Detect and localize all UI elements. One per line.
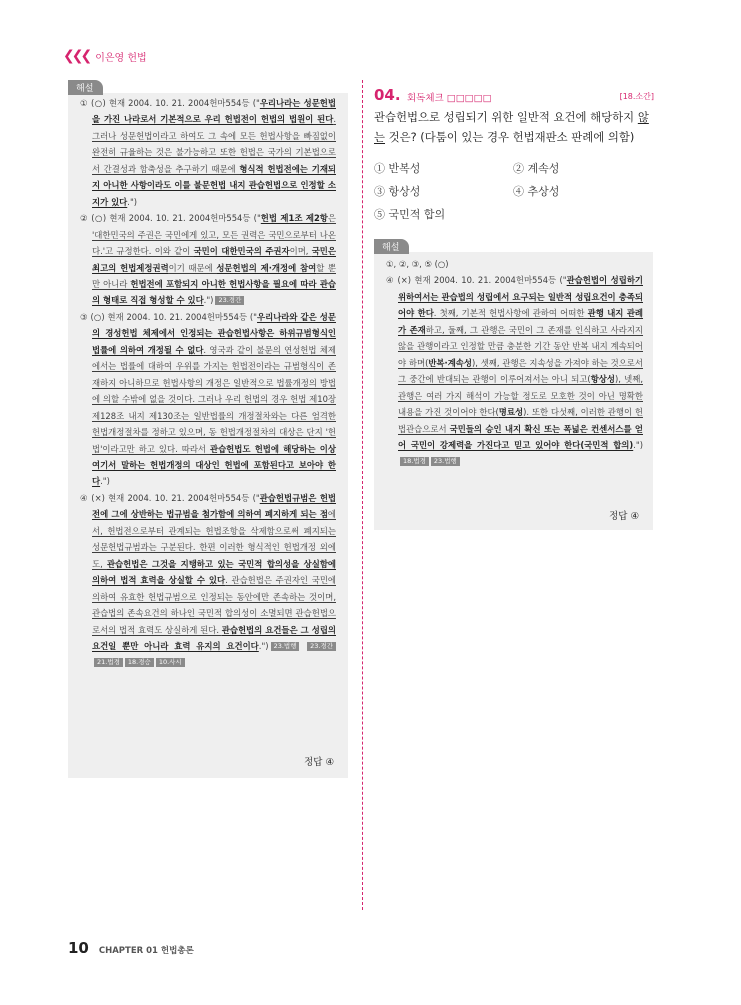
option-2: ② 계속성 xyxy=(513,162,560,175)
column-divider xyxy=(362,80,363,910)
explanation-body xyxy=(386,256,643,470)
explanation-item-1 xyxy=(80,95,336,210)
underlined-text: 이기 때문에 xyxy=(168,262,217,273)
exam-source-badge: 23.경간 xyxy=(307,642,336,651)
underlined-text: . 영국과 같이 불문의 연성헌법 체제에서는 법률에 대하여 우위를 가지는 헌법전이라는 규범형식이 존재하지 아니하므로 헌법사항의 개정은 일반적으로 법률개정의 방법에 의할 수밖에 없을 것이다. 그러나 우리 헌법의 경우 헌법 제10장 제128조 내지 제130조는 일반법률의 개정절차와는 다른 엄격한 헌법개정절차를 정하고 있으며, 동 헌법개정절차의 대상은 단지 '헌법'이라고만 하고 있다. 따라서 xyxy=(92,344,336,454)
underlined-text: 하고, 둘째, 그 관행은 국민이 그 존재를 인식하고 사라지지 않을 관행이라고 인정할 만큼 충분한 기간 동안 반복 내지 계속되어야 하며( xyxy=(398,324,644,368)
emphasis-text: 헌법 제1조 제2항 xyxy=(260,213,328,224)
text-run: .") xyxy=(100,476,110,487)
text-run: ② (○) 현재 2004. 10. 21. 2004헌마554등 (" xyxy=(80,213,261,224)
explanation-panel-left xyxy=(68,84,348,778)
question-number: 04. xyxy=(374,86,401,104)
emphasis-text: 관습헌법이 성립하기 위하여서는 관습법의 성립에서 요구되는 일반적 성립요건이 충족되어야 한다 xyxy=(398,275,643,319)
explanation-panel-right xyxy=(374,243,653,530)
review-checkboxes: 회독체크 □□□□□ xyxy=(407,93,492,104)
exam-source-badge: 21.법경 xyxy=(94,658,123,667)
exam-source-badge: 18.법경 xyxy=(400,457,429,466)
text-run: 것은? (다툼이 있는 경우 헌법재판소 판례에 의함) xyxy=(385,129,635,144)
text-run: .") xyxy=(127,196,138,207)
question-header xyxy=(374,88,654,106)
emphasis-text: 관습헌법규범은 헌법전에 그에 상반하는 법규범을 첨가함에 의하여 폐지하게 되는 점 xyxy=(92,492,336,520)
emphasis-text: 반복·계속성 xyxy=(428,357,472,368)
page-number: 10 xyxy=(68,939,89,957)
option-1: ① 반복성 xyxy=(374,162,421,175)
emphasis-text: 성문헌법의 제·개정에 참여 xyxy=(216,262,317,273)
emphasis-text: 국민이 대한민국의 주권자 xyxy=(193,246,290,257)
exam-source-badge: 23.법행 xyxy=(431,457,460,466)
text-run: .") xyxy=(633,439,643,450)
emphasis-text: 관습헌법은 그것을 지탱하고 있는 국민적 합의성을 상실함에 의하여 법적 효력을 상실할 수 있다 xyxy=(92,558,336,586)
explanation-item-2 xyxy=(80,210,336,309)
text-run: ④ (×) 현재 2004. 10. 21. 2004헌마554등 (" xyxy=(80,492,260,503)
emphasis-text: 관습헌법의 요건들은 그 성립의 요건일 뿐만 아니라 효력 유지의 요건이다 xyxy=(92,624,336,651)
emphasis-text: 명료성 xyxy=(498,407,524,418)
underlined-text: ), 셋째, 관행은 지속성을 가져야 하는 것으로서 그 중간에 반대되는 관행이 이루어져서는 아니 되고( xyxy=(398,357,643,385)
text-run: ③ (○) 현재 2004. 10. 21. 2004헌마554등 (" xyxy=(80,311,258,322)
text-run: ① (○) 현재 2004. 10. 21. 2004헌마554등 (" xyxy=(80,98,260,108)
option-3: ③ 항상성 xyxy=(374,185,421,198)
question-source: [18.소간] xyxy=(619,92,654,101)
text-run: 관습헌법으로 성립되기 위한 일반적 요건에 해당하지 xyxy=(374,110,638,124)
emphasis-text: 우리나라는 성문헌법을 가진 나라로서 기본적으로 우리 헌법전이 헌법의 법원이 된다 xyxy=(92,98,336,125)
explanation-correct-items: ①, ②, ③, ⑤ (○) xyxy=(386,259,449,269)
page-footer xyxy=(68,939,194,957)
text-run: .") xyxy=(203,295,214,306)
emphasis-text: 형식적 헌법전에는 기재되지 아니한 사항이라도 이를 불문헌법 내지 관습헌법으로 인정할 소지가 있다 xyxy=(92,163,336,207)
underlined-text: . 관습헌법은 주권자인 국민에 의하여 유효한 헌법규범으로 인정되는 동안에만 존속하는 것이며, 관습법의 존속요건의 하나인 국민적 합의성이 소멸되면 관습헌법으로서의 법적 효력도 상실하게 된다. xyxy=(92,575,336,635)
underlined-text: 이며, xyxy=(289,246,312,257)
exam-source-badge: 23.법행 xyxy=(271,642,300,651)
text-run: .") xyxy=(258,640,269,651)
underlined-text: 할 뿐만 아니라 xyxy=(92,262,336,289)
emphasis-text: 국민들의 승인 내지 확신 또는 폭넓은 컨센서스를 얻어 국민이 강제력을 가진다고 믿고 있어야 한다(국민적 합의) xyxy=(398,423,643,450)
answer-label: 정답 ④ xyxy=(609,511,639,522)
option-5: ⑤ 국민적 합의 xyxy=(374,208,446,221)
book-title: 이은영 헌법 xyxy=(95,52,147,64)
emphasis-text: 항상성 xyxy=(590,374,615,385)
emphasis-text: 관행 내지 관례가 존재 xyxy=(398,308,644,335)
explanation-item-3 xyxy=(80,309,336,490)
explanation-item-4 xyxy=(386,272,643,469)
option-4: ④ 추상성 xyxy=(513,185,560,198)
emphasis-text: 헌법전에 포함되지 아니한 헌법사항을 필요에 따라 관습의 형태로 직접 형성할 수 있다 xyxy=(92,278,336,306)
exam-source-badge: 23.경간 xyxy=(215,296,244,305)
chapter-title: CHAPTER 01 헌법총론 xyxy=(98,946,194,956)
underlined-text: ). 또한 다섯째, 이러한 관행이 헌법관습으로서 xyxy=(398,407,643,434)
explanation-item-4 xyxy=(80,490,336,671)
text-run: ④ (×) 현재 2004. 10. 21. 2004헌마554등 (" xyxy=(386,275,567,286)
underlined-text: 에서, 헌법전으로부터 관계되는 헌법조항을 삭제함으로써 폐지되는 성문헌법규범과는 구분된다. 한편 이러한 형식적인 헌법개정 외에도, xyxy=(92,509,336,569)
underlined-text: 은 '대한민국의 주권은 국민에게 있고, 모든 권력은 국민으로부터 나온다.'고 규정한다. 이와 같이 xyxy=(92,213,336,257)
emphasis-text: 국민은 최고의 헌법제정권력 xyxy=(92,246,336,273)
explanation-label: 해설 xyxy=(68,80,103,95)
underlined-text: . 그러나 성문헌법이라고 하여도 그 속에 모든 헌법사항을 빠짐없이 완전히 규율하는 것은 불가능하고 또한 헌법은 국가의 기본법으로서 간결성과 함축성을 추구하기 때문에 xyxy=(92,114,336,174)
emphasis-text: 관습헌법도 헌법에 해당하는 이상 여기서 말하는 헌법개정의 대상인 헌법에 포함된다고 보아야 한다 xyxy=(92,443,336,487)
emphasis-text: 않는 xyxy=(374,110,649,144)
question-text xyxy=(374,108,659,147)
exam-source-badge: 18.경승 xyxy=(125,658,154,667)
running-header xyxy=(63,48,147,64)
underlined-text: . 첫째, 기본적 헌법사항에 관하여 어떠한 xyxy=(433,308,588,319)
explanation-label: 해설 xyxy=(374,239,409,254)
exam-source-badge: 10.사시 xyxy=(156,658,185,667)
answer-label: 정답 ④ xyxy=(304,757,334,768)
underlined-text: ), 넷째, 관행은 여러 가지 해석이 가능할 정도로 모호한 것이 아닌 명확한 내용을 가진 것이어야 한다( xyxy=(398,374,643,418)
triple-chevron-left-icon: ❮❮❮ xyxy=(63,48,90,64)
explanation-body xyxy=(80,95,336,671)
emphasis-text: 우리나라와 같은 성문의 경성헌법 체제에서 인정되는 관습헌법사항은 하위규범형식인 법률에 의하여 개정될 수 없다 xyxy=(92,311,336,355)
